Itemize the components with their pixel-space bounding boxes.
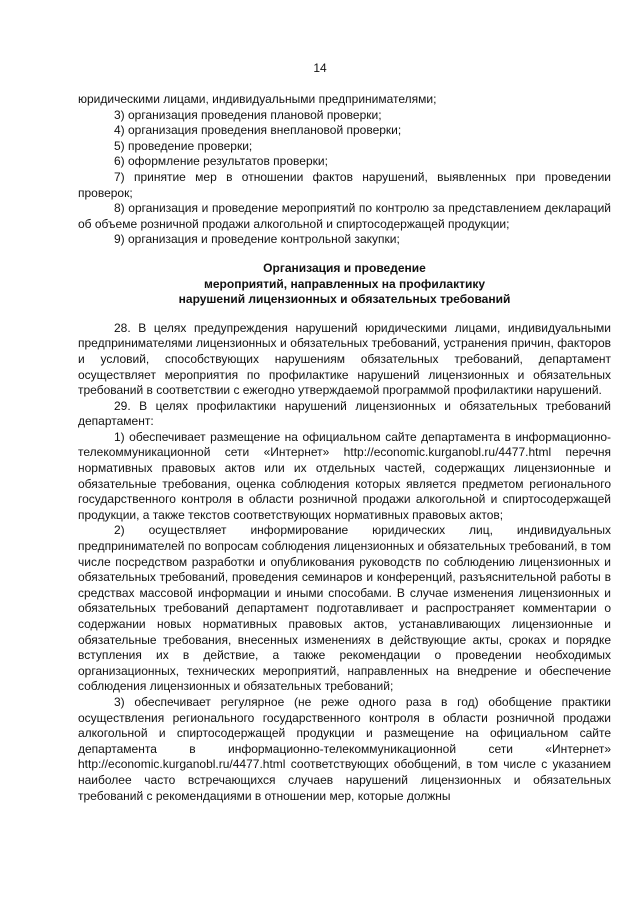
list-item: 7) принятие мер в отношении фактов нарушений, выявленных при проведении проверок; xyxy=(78,169,611,200)
section-heading-line: нарушений лицензионных и обязательных требований xyxy=(178,292,511,307)
list-item: 3) организация проведения плановой проверки; xyxy=(114,107,382,122)
section-heading-line: Организация и проведение xyxy=(263,260,426,275)
paragraph-29-item-3: 3) обеспечивает регулярное (не реже одного раза в год) обобщение практики осуществления регионального государственного контроля в области розничной продажи алкогольной и спиртосодержащей продукции и размещение на официальном сайте департамента в информационно-телекоммуникационной сети «Интернет» http://economic.kurganobl.ru/4477.html соответствующих обобщений, в том числе с указанием наиболее часто встречающихся случаев нарушений лицензионных и обязательных требований с рекомендациями в отношении мер, которые должны xyxy=(78,694,611,803)
list-item: юридическими лицами, индивидуальными предпринимателями; xyxy=(78,92,437,106)
paragraph-29-item-1: 1) обеспечивает размещение на официальном сайте департамента в информационно-телекоммуникационной сети «Интернет» http://economic.kurganobl.ru/4477.html перечня нормативных правовых актов или их отдельных частей, содержащих лицензионные и обязательные требования, оценка соблюдения которых является предметом регионального государственного контроля в области розничной продажи алкогольной и спиртосодержащей продукции, а также текстов соответствующих нормативных правовых актов; xyxy=(78,429,611,522)
list-item: 4) организация проведения внеплановой проверки; xyxy=(114,123,402,138)
page-number: 14 xyxy=(313,61,327,75)
section-heading-line: мероприятий, направленных на профилактику xyxy=(203,276,486,291)
document-body xyxy=(78,92,611,804)
list-item: 6) оформление результатов проверки; xyxy=(114,154,328,169)
paragraph-28: 28. В целях предупреждения нарушений юридическими лицами, индивидуальными предпринимателями лицензионных и обязательных требований, устранения причин, факторов и условий, способствующих нарушениям обязательных требований, департамент осуществляет мероприятия по профилактике нарушений лицензионных и обязательных требований в соответствии с ежегодно утверждаемой программой профилактики нарушений. xyxy=(78,320,611,398)
list-item: 8) организация и проведение мероприятий по контролю за представлением деклараций об объеме розничной продажи алкогольной и спиртосодержащей продукции; xyxy=(78,201,611,231)
paragraph-29-intro: 29. В целях профилактики нарушений лицензионных и обязательных требований департамент: xyxy=(78,398,611,429)
list-item: 9) организация и проведение контрольной закупки; xyxy=(114,232,400,247)
section-heading xyxy=(78,261,611,308)
list-item: 5) проведение проверки; xyxy=(114,138,253,153)
paragraph-29-item-2: 2) осуществляет информирование юридических лиц, индивидуальных предпринимателей по вопросам соблюдения лицензионных и обязательных требований, в том числе посредством разработки и опубликования руководств по соблюдению лицензионных и обязательных требований, проведения семинаров и конференций, разъяснительной работы в средствах массовой информации и иными способами. В случае изменения лицензионных и обязательных требований департамент подготавливает и распространяет комментарии о содержании новых нормативных правовых актов, устанавливающих лицензионные и обязательные требования, внесенных изменениях в действующие акты, сроках и порядке вступления их в действие, а также рекомендации о проведении необходимых организационных, технических мероприятий, направленных на внедрение и обеспечение соблюдения лицензионных и обязательных требований; xyxy=(78,523,611,694)
